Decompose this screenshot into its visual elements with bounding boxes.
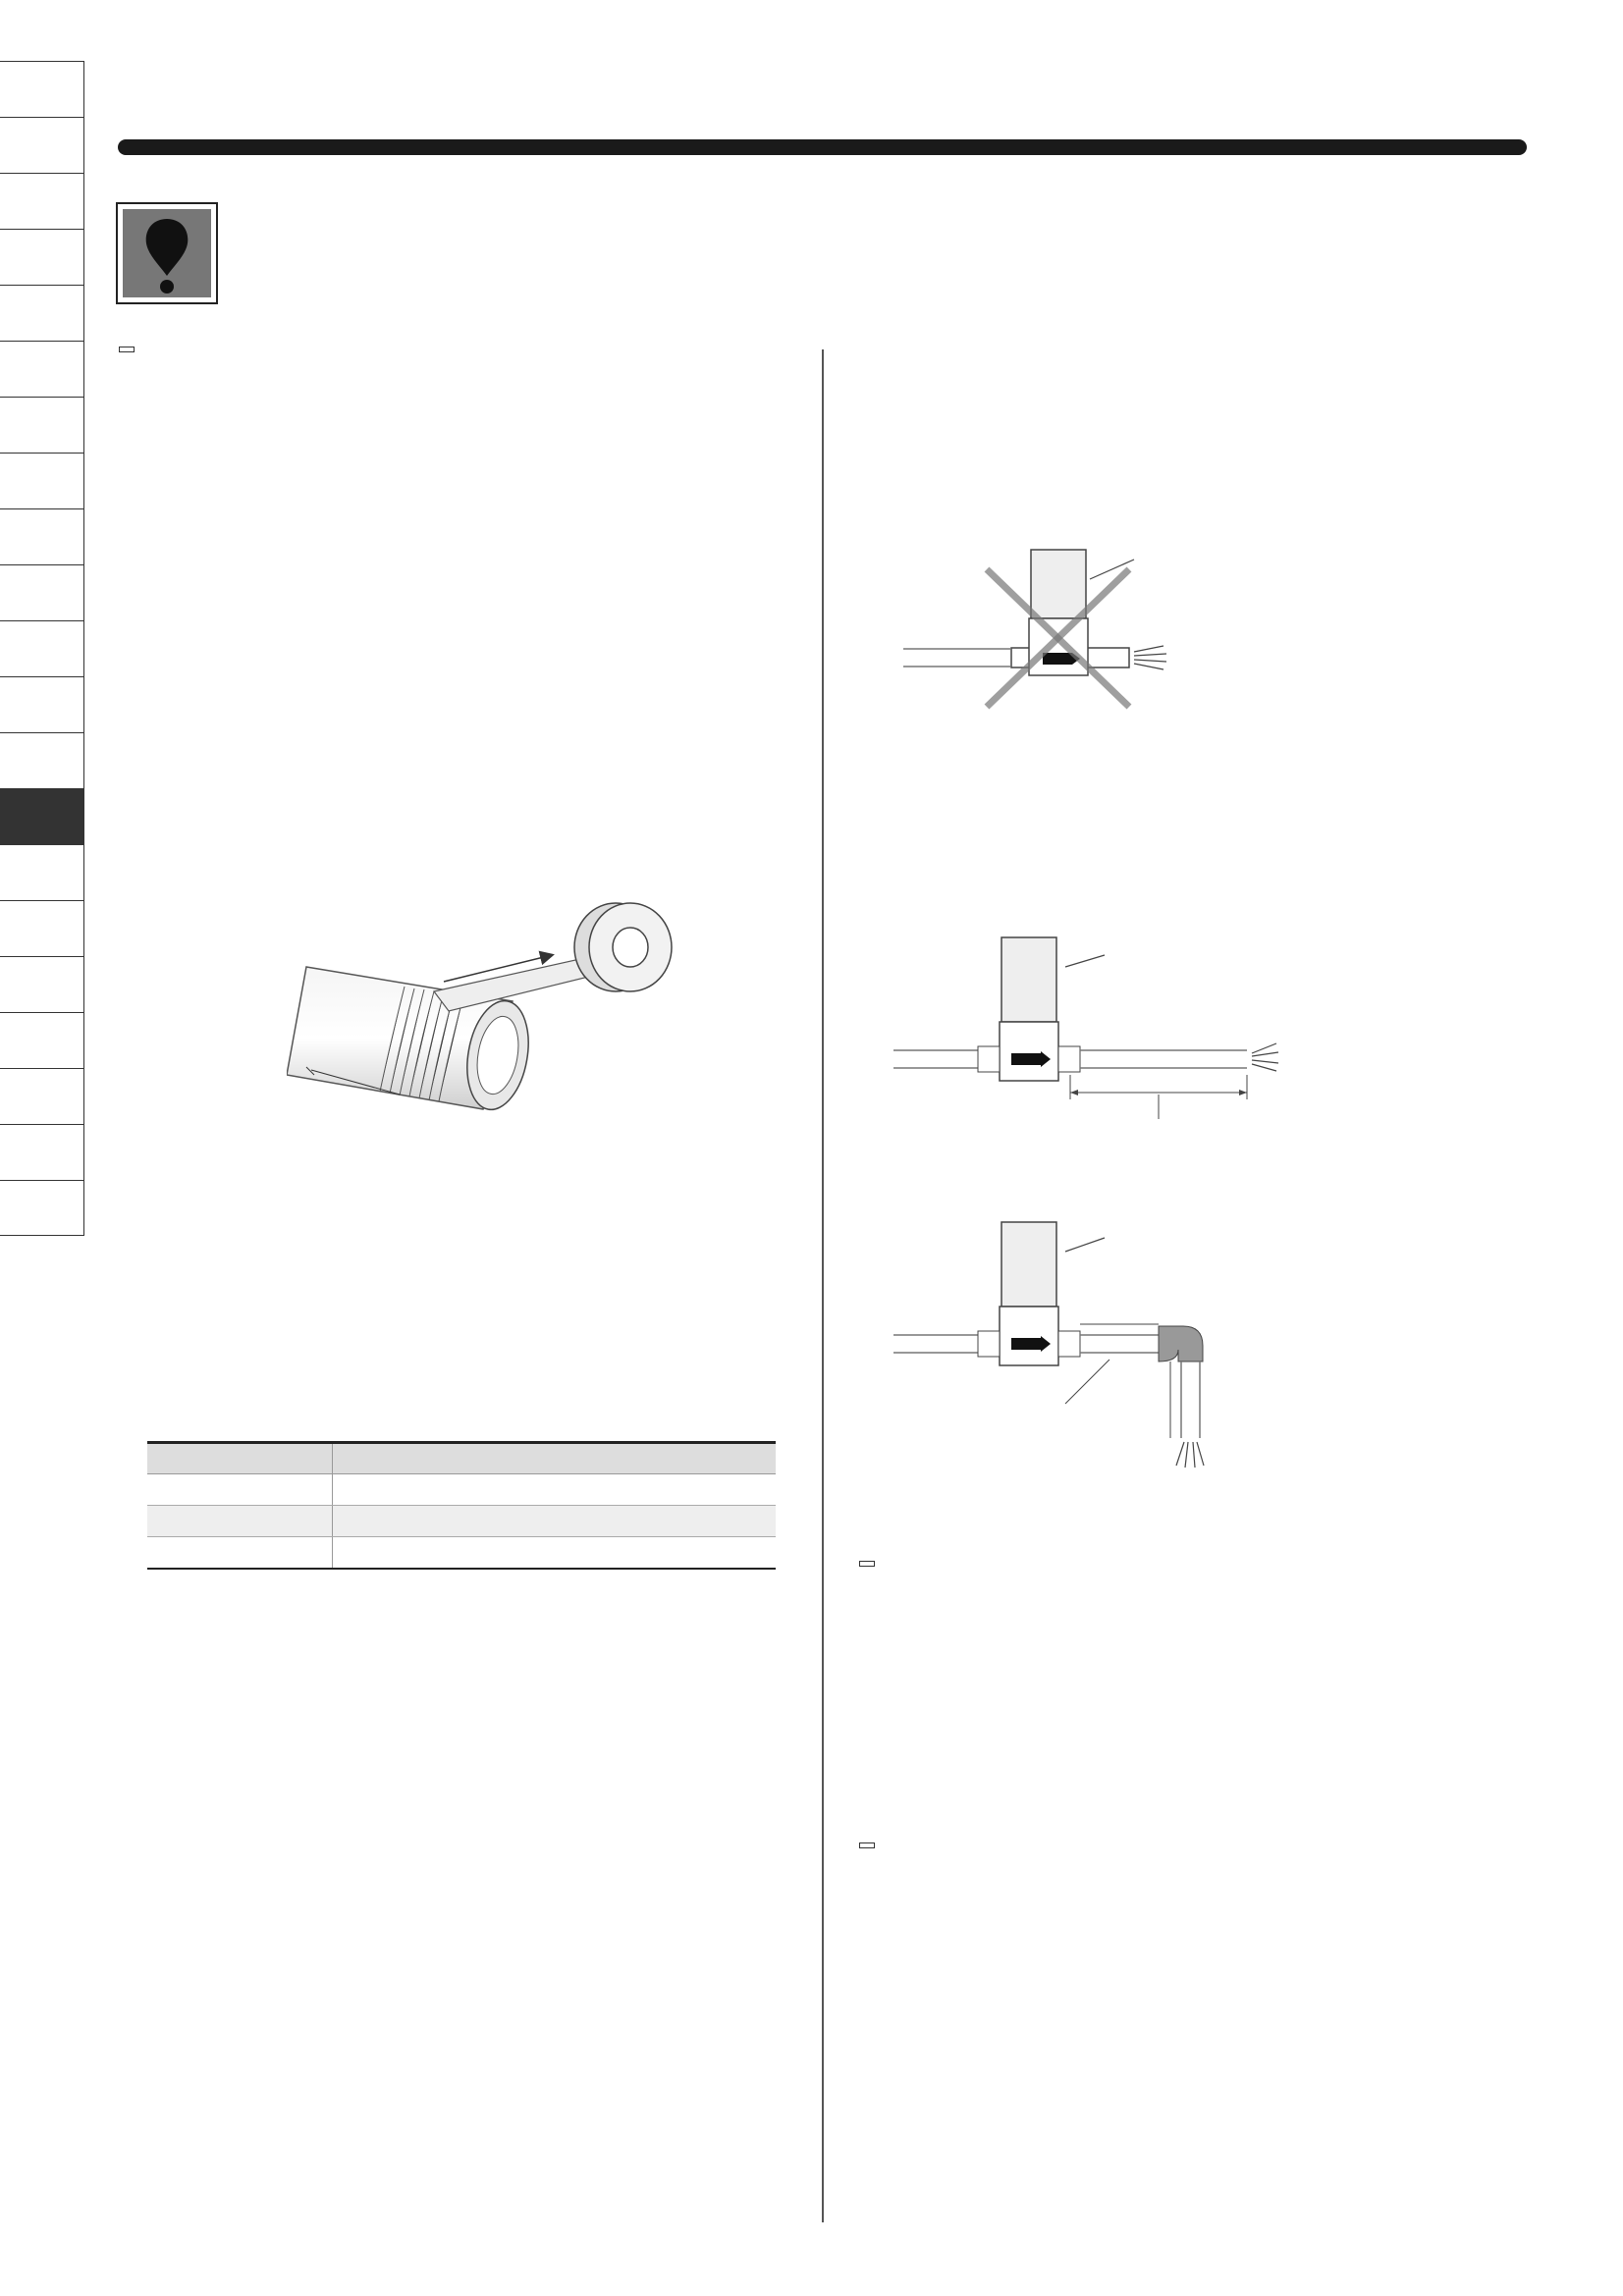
side-tab[interactable] <box>0 676 84 732</box>
side-tab[interactable] <box>0 61 84 117</box>
no-load-diagram <box>884 530 1276 726</box>
torque-cell <box>147 1506 332 1537</box>
side-tab[interactable] <box>0 285 84 341</box>
torque-cell <box>332 1537 776 1569</box>
example2-diagram <box>864 1202 1512 1497</box>
torque-cell <box>147 1537 332 1569</box>
title-rule <box>118 139 1527 155</box>
side-tab[interactable] <box>0 1012 84 1068</box>
side-tab[interactable] <box>0 844 84 900</box>
side-tab[interactable] <box>0 732 84 788</box>
side-tab[interactable] <box>0 620 84 676</box>
side-tab[interactable] <box>0 1124 84 1180</box>
side-tab[interactable] <box>0 173 84 229</box>
side-tab[interactable] <box>0 117 84 173</box>
side-tab-nav <box>0 61 84 1236</box>
torque-table-header <box>332 1443 776 1474</box>
example1-diagram <box>864 928 1512 1153</box>
side-tab[interactable] <box>0 1068 84 1124</box>
column-divider <box>822 349 824 2222</box>
torque-cell <box>332 1506 776 1537</box>
side-tab[interactable] <box>0 1180 84 1236</box>
side-tab[interactable] <box>0 453 84 508</box>
torque-table <box>147 1441 776 1570</box>
side-tab[interactable] <box>0 788 84 844</box>
sealing-tape-figure <box>287 898 699 1153</box>
side-tab[interactable] <box>0 508 84 564</box>
side-tab[interactable] <box>0 564 84 620</box>
section-label-environment <box>859 1561 875 1567</box>
torque-cell <box>332 1474 776 1506</box>
side-tab[interactable] <box>0 900 84 956</box>
side-tab[interactable] <box>0 229 84 285</box>
side-tab[interactable] <box>0 397 84 453</box>
torque-cell <box>147 1474 332 1506</box>
warning-icon-box <box>116 202 218 304</box>
side-tab[interactable] <box>0 956 84 1012</box>
section-label-storage <box>859 1842 875 1848</box>
side-tab[interactable] <box>0 341 84 397</box>
exclamation-icon <box>123 209 211 297</box>
section-label-install <box>119 347 135 352</box>
torque-table-header <box>147 1443 332 1474</box>
